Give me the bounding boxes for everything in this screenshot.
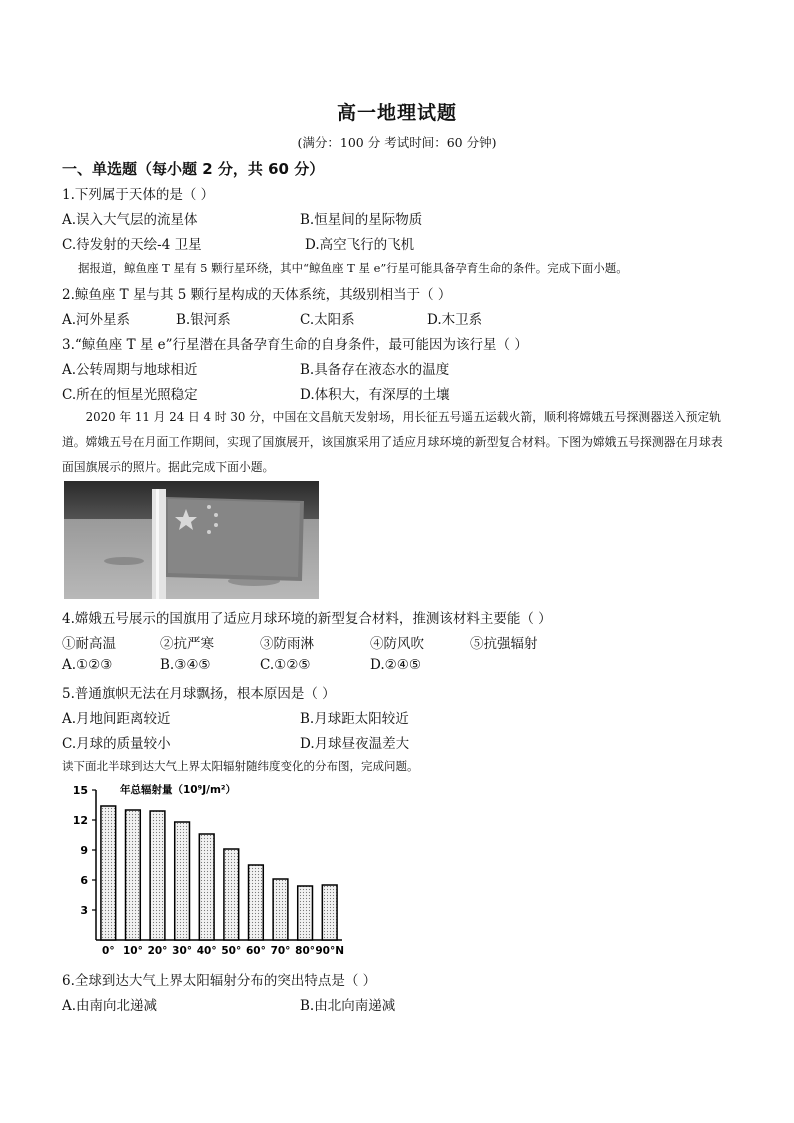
x-tick-label: 0° xyxy=(102,945,115,957)
section-heading: 一、单选题（每小题 2 分，共 60 分） xyxy=(62,160,325,178)
q1-option-d: D.高空飞行的飞机 xyxy=(305,237,415,253)
bar-8 xyxy=(298,886,313,940)
passage-2: 2020 年 11 月 24 日 4 时 30 分，中国在文昌航天发射场，用长征五号遥五运载火箭，顺利将嫦娥五号探测器送入预定轨道。嫦娥五号在月面工作期间，实现了国旗展开，该国旗采用了适应月球环境的新型复合材料。下图为嫦娥五号探测器在月球表面国旗展示的照片。据此完成下面小题。 xyxy=(62,410,723,474)
q5-option-c: C.月球的质量较小 xyxy=(62,736,171,752)
q2-option-b: B.银河系 xyxy=(176,312,231,328)
question-4: 4.嫦娥五号展示的国旗用了适应月球环境的新型复合材料，推测该材料主要能（ ） xyxy=(62,611,552,627)
question-2: 2.鲸鱼座 T 星与其 5 颗行星构成的天体系统，其级别相当于（ ） xyxy=(62,287,452,303)
bar-2 xyxy=(150,811,165,940)
q5-option-a: A.月地间距离较近 xyxy=(62,711,171,727)
bar-7 xyxy=(273,879,288,940)
bar-1 xyxy=(126,810,141,940)
bar-6 xyxy=(249,865,264,940)
question-6: 6.全球到达大气上界太阳辐射分布的突出特点是（ ） xyxy=(62,973,377,989)
x-tick-label: 60° xyxy=(245,945,266,957)
x-tick-label: 10° xyxy=(122,945,143,957)
q6-option-b: B.由北向南递减 xyxy=(300,998,396,1014)
radiation-chart xyxy=(62,780,352,960)
q4-option-a: A.①②③ xyxy=(62,657,113,673)
q4-option-b: B.③④⑤ xyxy=(160,657,211,673)
q2-option-d: D.木卫系 xyxy=(427,312,483,328)
x-axis-labels xyxy=(102,945,344,957)
x-tick-label: 50° xyxy=(221,945,242,957)
x-tick-label: 20° xyxy=(147,945,168,957)
y-tick-label: 6 xyxy=(80,874,88,887)
q3-option-c: C.所在的恒星光照稳定 xyxy=(62,387,198,403)
q6-option-a: A.由南向北递减 xyxy=(62,998,158,1014)
passage-1: 据报道，鲸鱼座 T 星有 5 颗行星环绕，其中“鲸鱼座 T 星 e”行星可能具备孕育生命的条件。完成下面小题。 xyxy=(78,261,628,275)
question-3: 3.“鲸鱼座 T 星 e”行星潜在具备孕育生命的自身条件，最可能因为该行星（ ） xyxy=(62,337,528,353)
x-tick-label: 80° xyxy=(295,945,316,957)
radiation-chart-svg xyxy=(62,780,352,960)
q4-item-1: ①耐高温 xyxy=(62,636,116,652)
page-title: 高一地理试题 xyxy=(336,102,457,124)
q1-option-a: A.误入大气层的流星体 xyxy=(62,212,198,228)
question-5: 5.普通旗帜无法在月球飘扬，根本原因是（ ） xyxy=(62,686,336,702)
question-1: 1.下列属于天体的是（ ） xyxy=(62,187,215,203)
x-tick-label: 70° xyxy=(270,945,291,957)
q4-item-5: ⑤抗强辐射 xyxy=(470,636,538,652)
q4-item-4: ④防风吹 xyxy=(370,636,424,652)
q3-option-a: A.公转周期与地球相近 xyxy=(62,362,198,378)
chart-title: 年总辐射量（10⁹J/m²） xyxy=(120,784,236,796)
q1-option-c: C.待发射的天绘-4 卫星 xyxy=(62,237,202,253)
q4-option-c: C.①②⑤ xyxy=(260,657,311,673)
bar-5 xyxy=(224,849,239,940)
q5-option-b: B.月球距太阳较近 xyxy=(300,711,409,727)
bar-4 xyxy=(199,834,214,940)
q4-option-d: D.②④⑤ xyxy=(370,657,421,673)
q1-option-b: B.恒星间的星际物质 xyxy=(300,212,423,228)
moon-flag-photo xyxy=(64,481,319,599)
y-tick-label: 15 xyxy=(72,784,88,797)
q2-option-c: C.太阳系 xyxy=(300,312,355,328)
bar-9 xyxy=(322,885,337,940)
bar-0 xyxy=(101,806,116,940)
y-tick-label: 3 xyxy=(80,904,88,917)
q4-item-2: ②抗严寒 xyxy=(160,636,214,652)
passage-3: 读下面北半球到达大气上界太阳辐射随纬度变化的分布图，完成问题。 xyxy=(62,759,419,773)
y-tick-label: 12 xyxy=(72,814,88,827)
q4-item-3: ③防雨淋 xyxy=(260,636,314,652)
q3-option-b: B.具备存在液态水的温度 xyxy=(300,362,450,378)
x-tick-label: 40° xyxy=(196,945,217,957)
q5-option-d: D.月球昼夜温差大 xyxy=(300,736,410,752)
q2-option-a: A.河外星系 xyxy=(62,312,131,328)
x-tick-label: 30° xyxy=(172,945,193,957)
x-tick-label: 90°N xyxy=(315,945,345,957)
y-tick-label: 9 xyxy=(80,844,88,857)
q3-option-d: D.体积大，有深厚的土壤 xyxy=(300,387,450,403)
bar-3 xyxy=(175,822,190,940)
bars xyxy=(101,806,337,940)
exam-info: (满分：100 分 考试时间：60 分钟) xyxy=(297,135,497,150)
